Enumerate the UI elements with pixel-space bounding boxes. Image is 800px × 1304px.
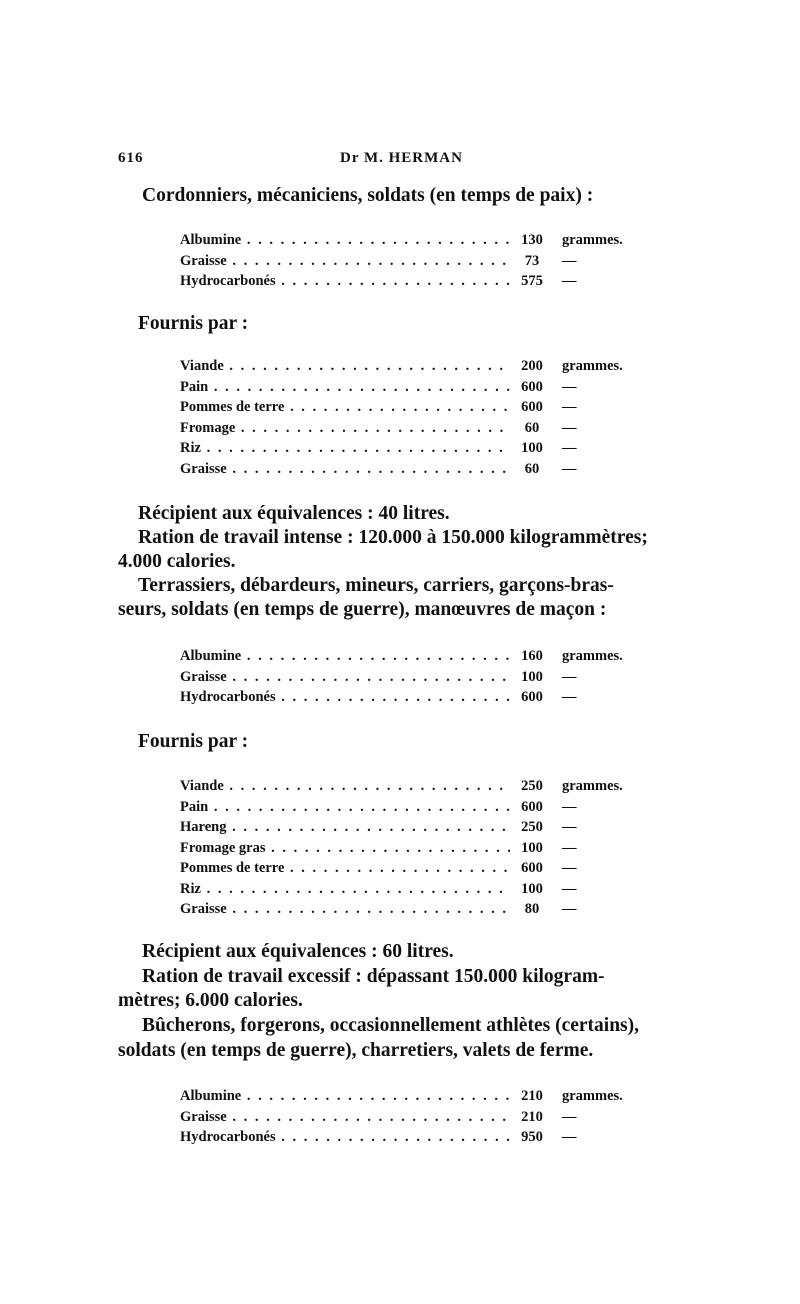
row-quantity: 575 bbox=[521, 273, 543, 289]
table-row bbox=[180, 271, 660, 292]
row-label: Fromage gras . . . bbox=[180, 838, 510, 859]
row-quantity: 600 bbox=[521, 860, 543, 876]
table-row bbox=[180, 397, 660, 418]
row-label: Pommes de terre . . . bbox=[180, 858, 510, 879]
row-quantity: 80 bbox=[524, 901, 540, 917]
row-unit: — bbox=[562, 819, 577, 835]
section2-provided-by: Fournis par : bbox=[138, 731, 249, 752]
section3-heading-line1: Bûcherons, forgerons, occasionnellement athlètes (certains), bbox=[142, 1015, 639, 1036]
section3-nutrients-table bbox=[180, 1086, 660, 1148]
row-unit: — bbox=[562, 839, 577, 856]
row-unit: — bbox=[562, 668, 577, 685]
table-row bbox=[180, 687, 660, 708]
row-unit: — bbox=[562, 252, 577, 269]
table-row bbox=[180, 838, 660, 859]
running-title: Dr M. HERMAN bbox=[340, 150, 463, 166]
row-unit: grammes. bbox=[562, 778, 623, 794]
row-unit: — bbox=[562, 273, 577, 289]
section2-nutrients-table bbox=[180, 646, 660, 708]
row-unit: grammes. bbox=[562, 232, 623, 248]
section2-heading-line2: seurs, soldats (en temps de guerre), manœuvres de maçon : bbox=[118, 599, 607, 620]
page-number: 616 bbox=[118, 150, 144, 166]
row-unit: — bbox=[562, 880, 577, 897]
table-row bbox=[180, 1086, 660, 1107]
row-quantity: 100 bbox=[521, 440, 543, 456]
table-row bbox=[180, 230, 660, 251]
section2-container: Récipient aux équivalences : 60 litres. bbox=[142, 941, 454, 962]
row-quantity: 210 bbox=[521, 1108, 543, 1125]
row-label: Hareng . . . bbox=[180, 817, 510, 838]
table-row bbox=[180, 879, 660, 900]
row-quantity: 60 bbox=[524, 419, 540, 436]
row-unit: — bbox=[562, 1108, 577, 1125]
table-row bbox=[180, 251, 660, 272]
table-row bbox=[180, 817, 660, 838]
row-label: Albumine . . . bbox=[180, 230, 510, 251]
row-unit: — bbox=[562, 860, 577, 876]
table-row bbox=[180, 797, 660, 818]
row-quantity: 100 bbox=[521, 668, 543, 685]
section1-foods-table bbox=[180, 356, 660, 479]
row-quantity: 600 bbox=[521, 689, 543, 705]
section1-provided-by: Fournis par : bbox=[138, 313, 249, 334]
section1-ration-line2: 4.000 calories. bbox=[118, 551, 236, 572]
row-label: Riz . . . bbox=[180, 879, 510, 900]
row-quantity: 200 bbox=[521, 358, 543, 374]
section2-ration-line1: Ration de travail excessif : dépassant 150.000 kilogram- bbox=[142, 966, 605, 987]
row-quantity: 950 bbox=[521, 1129, 543, 1145]
row-quantity: 160 bbox=[521, 648, 543, 664]
table-row bbox=[180, 776, 660, 797]
row-unit: — bbox=[562, 798, 577, 815]
row-label: Graisse . . . bbox=[180, 1107, 510, 1128]
row-quantity: 100 bbox=[521, 880, 543, 897]
section2-heading-line1: Terrassiers, débardeurs, mineurs, carriers, garçons-bras- bbox=[138, 575, 614, 596]
row-unit: — bbox=[562, 1129, 577, 1145]
row-quantity: 600 bbox=[521, 798, 543, 815]
page-header bbox=[118, 150, 678, 172]
section2-ration-line2: mètres; 6.000 calories. bbox=[118, 990, 303, 1011]
row-unit: — bbox=[562, 440, 577, 456]
row-label: Graisse . . . bbox=[180, 667, 510, 688]
row-label: Viande . . . bbox=[180, 356, 510, 377]
row-unit: — bbox=[562, 378, 577, 395]
row-label: Fromage . . . bbox=[180, 418, 510, 439]
row-label: Graisse . . . bbox=[180, 899, 510, 920]
row-quantity: 600 bbox=[521, 378, 543, 395]
section1-nutrients-table bbox=[180, 230, 660, 292]
row-quantity: 130 bbox=[521, 232, 543, 248]
table-row bbox=[180, 858, 660, 879]
table-row bbox=[180, 1107, 660, 1128]
row-label: Viande . . . bbox=[180, 776, 510, 797]
row-label: Albumine . . . bbox=[180, 646, 510, 667]
table-row bbox=[180, 459, 660, 480]
row-label: Pain . . . bbox=[180, 797, 510, 818]
row-label: Hydrocarbonés . . . bbox=[180, 271, 510, 292]
row-unit: — bbox=[562, 901, 577, 917]
row-unit: grammes. bbox=[562, 1088, 623, 1104]
table-row bbox=[180, 667, 660, 688]
row-label: Graisse . . . bbox=[180, 251, 510, 272]
row-unit: — bbox=[562, 460, 577, 477]
table-row bbox=[180, 438, 660, 459]
section3-heading-line2: soldats (en temps de guerre), charretiers, valets de ferme. bbox=[118, 1040, 594, 1061]
section2-foods-table bbox=[180, 776, 660, 920]
row-label: Hydrocarbonés . . . bbox=[180, 687, 510, 708]
table-row bbox=[180, 1127, 660, 1148]
row-quantity: 73 bbox=[524, 252, 540, 269]
row-label: Pain . . . bbox=[180, 377, 510, 398]
row-label: Albumine . . . bbox=[180, 1086, 510, 1107]
row-quantity: 60 bbox=[524, 460, 540, 477]
table-row bbox=[180, 899, 660, 920]
row-label: Riz . . . bbox=[180, 438, 510, 459]
row-unit: grammes. bbox=[562, 648, 623, 664]
row-unit: — bbox=[562, 689, 577, 705]
table-row bbox=[180, 418, 660, 439]
row-unit: — bbox=[562, 399, 577, 415]
row-label: Graisse . . . bbox=[180, 459, 510, 480]
row-quantity: 210 bbox=[521, 1088, 543, 1104]
row-quantity: 250 bbox=[521, 819, 543, 835]
section1-heading: Cordonniers, mécaniciens, soldats (en temps de paix) : bbox=[142, 185, 594, 206]
row-unit: — bbox=[562, 419, 577, 436]
row-quantity: 250 bbox=[521, 778, 543, 794]
row-label: Hydrocarbonés . . . bbox=[180, 1127, 510, 1148]
row-quantity: 600 bbox=[521, 399, 543, 415]
row-quantity: 100 bbox=[521, 839, 543, 856]
row-label: Pommes de terre . . . bbox=[180, 397, 510, 418]
section1-container: Récipient aux équivalences : 40 litres. bbox=[138, 503, 450, 524]
table-row bbox=[180, 646, 660, 667]
section1-ration-line1: Ration de travail intense : 120.000 à 150.000 kilogrammètres; bbox=[138, 527, 648, 548]
table-row bbox=[180, 377, 660, 398]
row-unit: grammes. bbox=[562, 358, 623, 374]
table-row bbox=[180, 356, 660, 377]
